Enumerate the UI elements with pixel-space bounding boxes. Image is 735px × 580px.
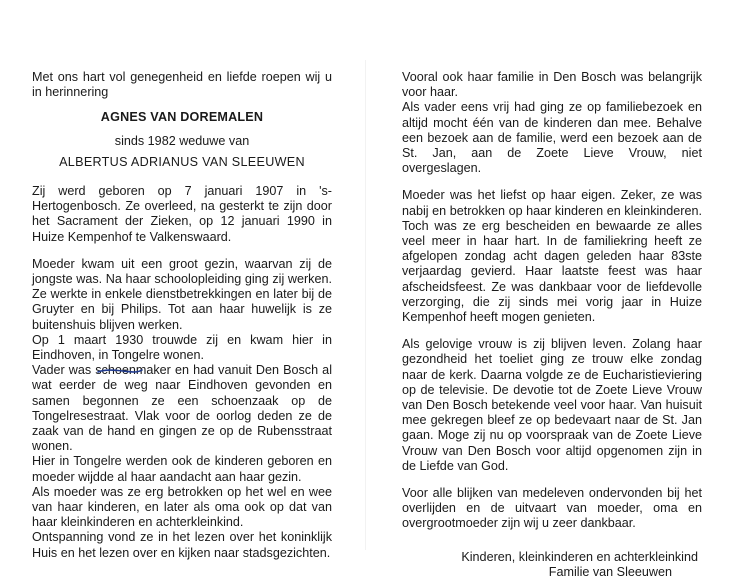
column-gutter (365, 60, 366, 550)
leisure-paragraph: Ontspanning vond ze in het lezen over het koninklijk Huis en het lezen over en kijken naar stadsgezichten. (32, 530, 332, 560)
youth-paragraph: Moeder kwam uit een groot gezin, waarvan zij de jongste was. Na haar schoolopleiding ging zij werken. Ze werkte in enkele dienstbetrekkingen en later bij de Gruyter en bij Philips. Tot aan haar huwelijk is ze buitenshuis blijven werken. (32, 256, 332, 332)
character-paragraph: Moeder was het liefst op haar eigen. Zeker, ze was nabij en betrokken op haar kinderen en kleinkinderen. Toch was ze erg bescheiden en bewaarde ze alles veel meer in haar hart. In de familiekring heeft ze afgelopen zondag acht dagen geleden haar 83ste verjaardag gevierd. Haar laatste feest was haar afscheidsfeest. Ze was dankbaar voor de liefdevolle verzorging, die zij sinds mei vorig jaar in Huize Kempenhof heeft mogen genieten. (402, 188, 702, 325)
left-column (32, 70, 332, 561)
children-paragraph: Hier in Tongelre werden ook de kinderen geboren en moeder wijdde al haar aandacht aan haar gezin. (32, 454, 332, 484)
birth-death-paragraph: Zij werd geboren op 7 januari 1907 in 's-Hertogenbosch. Ze overleed, na gesterkt te zijn door het Sacrament der Zieken, op 12 januari 1990 in Huize Kempenhof te Valkenswaard. (32, 184, 332, 244)
marriage-paragraph: Op 1 maart 1930 trouwde zij en kwam hier in Eindhoven, in Tongelre wonen. (32, 332, 332, 363)
intro-text: Met ons hart vol genegenheid en liefde roepen wij u in herinnering (32, 70, 332, 100)
husband-name: ALBERTUS ADRIANUS VAN SLEEUWEN (59, 154, 305, 169)
ink-underline-mark (97, 367, 143, 375)
father-paragraph: Vader was schoenmaker en had vanuit Den Bosch al wat eerder de weg naar Eindhoven gevonden en samen begonnen ze een schoenzaak op de Tongelresestraat. Vlak voor de oorlog deden ze de zaak van de hand en gingen ze op de Rubensstraat wonen. (32, 363, 332, 454)
deceased-name: AGNES VAN DOREMALEN (100, 110, 264, 125)
widow-line: sinds 1982 weduwe van (114, 133, 250, 148)
right-column (402, 70, 702, 580)
faith-paragraph: Als gelovige vrouw is zij blijven leven. Zolang haar gezondheid het toeliet ging ze trouw elke zondag naar de kerk. Daarna volgde ze de Eucharistieviering op de televisie. De devotie tot de Zoete Lieve Vrouw van Den Bosch betekende veel voor haar. Van huisuit mee gekregen bleef ze op bedevaart naar de St. Jan gaan. Moge zij nu op voorspraak van de Zoete Lieve Vrouw van Den Bosch voor altijd opgenomen zijn in de Liefde van God. (402, 337, 702, 473)
family-paragraph: Vooral ook haar familie in Den Bosch was belangrijk voor haar. (402, 70, 702, 100)
thanks-paragraph: Voor alle blijken van medeleven ondervonden bij het overlijden en de uitvaart van moeder, oma en overgrootmoeder zijn wij u zeer dankbaar. (402, 486, 702, 531)
signature-line-1: Kinderen, kleinkinderen en achterkleinkind (461, 549, 698, 564)
visits-paragraph: Als vader eens vrij had ging ze op familiebezoek en altijd mocht één van de kinderen dan mee. Behalve een bezoek aan de familie, werd een bezoek aan de St. Jan, aan de Zoete Lieve Vrouw, niet overgeslagen. (402, 100, 702, 176)
mother-paragraph: Als moeder was ze erg betrokken op het wel en wee van haar kinderen, en later als oma ook op dat van haar kleinkinderen en achterkleinkind. (32, 484, 332, 530)
signature-line-2: Familie van Sleeuwen (548, 564, 672, 579)
